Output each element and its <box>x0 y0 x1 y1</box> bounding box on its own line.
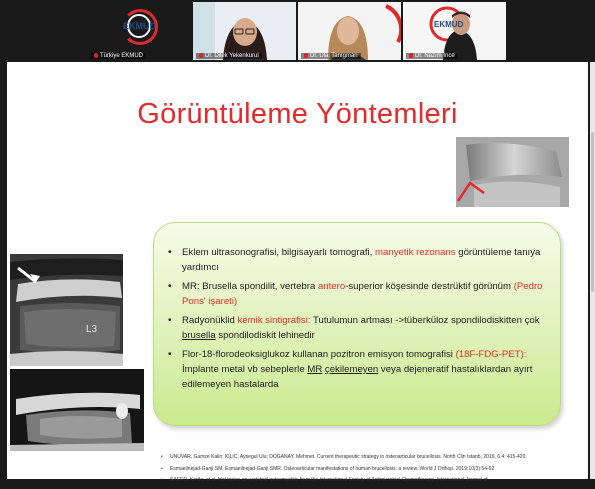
bullet-item <box>168 245 548 275</box>
bullet-text: çekilemeyen <box>324 364 379 375</box>
participant-name: Dr. Dilek Yekenkurul <box>196 53 262 59</box>
participant-name: Türkiye EKMUD <box>91 53 146 59</box>
bullet-text: MR <box>307 364 323 375</box>
bullet-text: Eklem ultrasonografisi, bilgisayarlı tomografi, <box>182 247 376 258</box>
participant-tile[interactable] <box>298 2 401 60</box>
bullet-text: görüntüleme tanıya yardımcı <box>182 247 541 273</box>
bullet-text: İmplante metal vb sebeplerle <box>182 364 308 375</box>
bullet-text: manyetik rezonans <box>375 247 456 258</box>
xray-image-bottom <box>10 369 144 451</box>
participant-video <box>403 2 506 60</box>
scrollbar[interactable] <box>590 62 595 479</box>
reference-item: • UNUVAR, Gamze Kalin; KILIC, Aysegul Ulu; DOGANAY, Mehmet. Current therapeutic strategy in osteoarticular brucellosis. North Clin Istanb, 2019, 6.4: 415-420. <box>161 454 581 461</box>
presentation-slide <box>7 62 588 483</box>
slide-title: Görüntüleme Yöntemleri <box>137 98 458 130</box>
references <box>161 454 581 489</box>
mic-icon <box>94 53 98 58</box>
participant-video <box>193 2 296 60</box>
bullet-list <box>168 245 548 396</box>
bullet-text: brusella <box>182 330 216 341</box>
bullet-text: antero <box>317 281 346 292</box>
participant-tile[interactable]: EKMUD Türkiye EKMUD <box>88 2 191 60</box>
bullet-text: (Pedro Pons' işareti) <box>182 281 543 307</box>
scrollbar-thumb[interactable] <box>591 132 594 292</box>
bullet-text: Tutulumun artması ->tüberküloz spondilodiskitten çok <box>310 315 540 326</box>
mic-icon <box>304 53 308 58</box>
xray-image-left <box>10 254 123 366</box>
bullet-item <box>168 279 548 309</box>
reference-item: • SAEED, Kordo, et al. Hot topics on vertebral osteomyelitis from the International Society of Antimicrobial Chemotherapy. International Journal of <box>161 477 581 484</box>
mic-icon <box>409 53 413 58</box>
participant-name: Dr. Ülaj Tanıgman <box>301 53 361 59</box>
participant-strip <box>0 0 595 62</box>
participant-video <box>298 2 401 60</box>
bullet-text: (18F-FDG-PET): <box>455 349 527 360</box>
mic-icon <box>199 53 203 58</box>
bullet-text: kemik sintigrafisi: <box>237 315 311 326</box>
bullet-text: spondilodiskit lehinedir <box>215 330 315 341</box>
bullet-text: Flor-18-florodeoksiglukoz kullanan pozitron emisyon tomografisi <box>182 349 456 360</box>
bullet-item <box>168 347 548 392</box>
bullet-text: -superior köşesinde destrüktif görünüm <box>345 281 514 292</box>
bullet-item <box>168 313 548 343</box>
xray-image-top <box>456 137 569 207</box>
ekmud-logo: EKMUD <box>434 20 464 29</box>
participant-name: Dr. Nazım İnce <box>406 53 458 59</box>
bullet-text: Radyonüklid <box>182 315 238 326</box>
participant-tile[interactable] <box>193 2 296 60</box>
xray-label: L3 <box>86 324 98 335</box>
bullet-text: veya dejeneratif hastalıklardan ayırt edilemeyen hastalarda <box>182 364 533 390</box>
reference-item: • Esmaeilnejad-Ganji SM, Esmaeilnejad-Ganji SMR. Osteoarticular manifestations of human brucellosis: a review. World J Orthop. 2019;10(3):54-62 <box>161 466 581 473</box>
participant-tile[interactable] <box>403 2 506 60</box>
content-bubble <box>153 222 561 426</box>
bullet-text: MR: Brusella spondilit, vertebra <box>182 281 318 292</box>
